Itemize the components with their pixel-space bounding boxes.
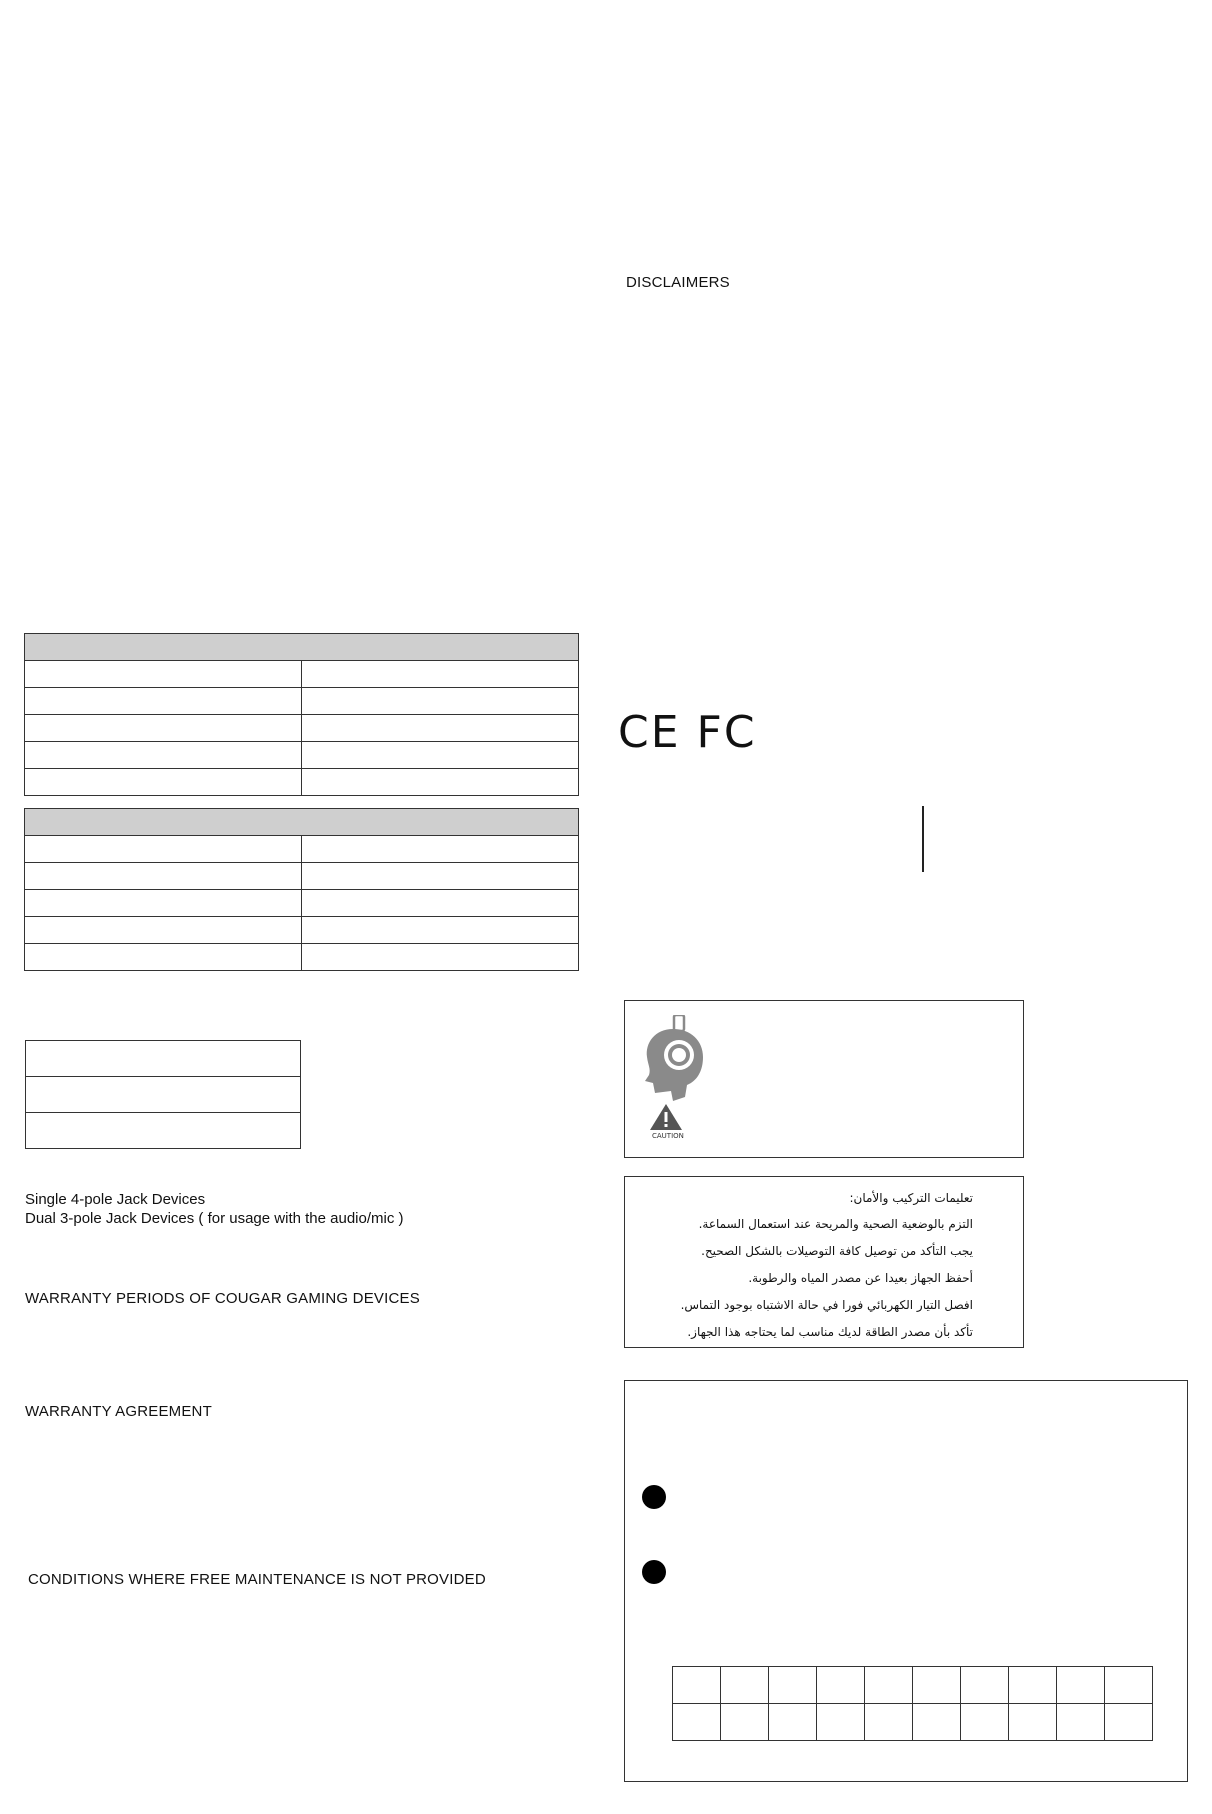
table-row xyxy=(25,688,578,715)
table-row xyxy=(25,769,578,795)
bullet-dot xyxy=(642,1485,666,1509)
caution-warning-icon xyxy=(648,1102,684,1132)
arabic-line-4: افصل التيار الكهربائي فورا في حالة الاشتباه بوجود التماس. xyxy=(680,1298,973,1312)
table-row xyxy=(25,863,578,890)
jack-single-text: Single 4-pole Jack Devices xyxy=(25,1191,206,1208)
spec-table-1 xyxy=(24,633,579,796)
vertical-divider xyxy=(922,806,924,872)
warranty-periods-heading: WARRANTY PERIODS OF COUGAR GAMING DEVICES xyxy=(25,1290,420,1307)
substance-grid xyxy=(672,1666,1153,1741)
table-row xyxy=(25,944,578,970)
table-row xyxy=(25,917,578,944)
arabic-line-2: يجب التأكد من توصيل كافة التوصيلات بالشكل الصحيح. xyxy=(701,1244,973,1258)
caution-label: CAUTION xyxy=(652,1132,684,1140)
disclaimers-heading: DISCLAIMERS xyxy=(626,274,730,291)
table-row xyxy=(25,661,578,688)
small-table xyxy=(25,1040,301,1149)
headset-head-icon xyxy=(641,1015,707,1101)
table-row xyxy=(26,1113,300,1148)
spec-table-header xyxy=(25,634,578,661)
spec-table-header xyxy=(25,809,578,836)
table-row xyxy=(25,890,578,917)
table-row xyxy=(26,1077,300,1113)
table-row xyxy=(25,742,578,769)
warranty-agreement-heading: WARRANTY AGREEMENT xyxy=(25,1403,212,1420)
bullet-dot xyxy=(642,1560,666,1584)
arabic-line-5: تأكد بأن مصدر الطاقة لديك مناسب لما يحتاجه هذا الجهاز. xyxy=(687,1325,973,1339)
arabic-line-1: التزم بالوضعية الصحية والمريحة عند استعمال السماعة. xyxy=(698,1217,973,1231)
ce-fcc-marks: CE FC xyxy=(618,707,757,758)
jack-dual-text: Dual 3-pole Jack Devices ( for usage with the audio/mic ) xyxy=(25,1210,404,1227)
table-row xyxy=(25,715,578,742)
table-row xyxy=(673,1667,1153,1704)
table-row xyxy=(673,1704,1153,1741)
arabic-title: تعليمات التركيب والأمان: xyxy=(849,1191,973,1205)
spec-table-2 xyxy=(24,808,579,971)
table-row xyxy=(26,1041,300,1077)
arabic-line-3: أحفظ الجهاز بعيدا عن مصدر المياه والرطوبة. xyxy=(748,1271,973,1285)
disposal-box xyxy=(624,1380,1188,1782)
arabic-instructions-box xyxy=(624,1176,1024,1348)
conditions-heading: CONDITIONS WHERE FREE MAINTENANCE IS NOT PROVIDED xyxy=(28,1571,486,1588)
caution-box xyxy=(624,1000,1024,1158)
table-row xyxy=(25,836,578,863)
